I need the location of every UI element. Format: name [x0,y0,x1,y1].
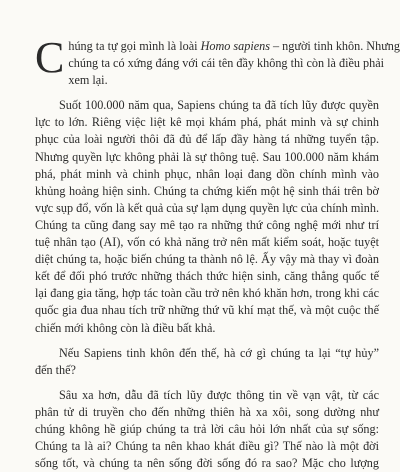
paragraph-2-line: Suốt 100.000 năm qua, Sapiens chúng ta đã tích lũy được quyền [59,98,379,113]
paragraph-2 [35,97,379,336]
paragraph-spacing [35,337,379,345]
paragraph-2-line: lại đang gia tăng, hợp tác toàn cầu trở nên khó khăn hơn, trong khi các [35,286,379,301]
paragraph-1-line-2: chúng ta có xứng đáng với cái tên đầy không thì còn là điều phải [68,56,384,71]
species-name: Homo sapiens [200,39,270,53]
paragraph-2-line: vực sụp đổ, vốn là kết quả của sự lạm dụng quyền lực của chính mình. [35,200,379,215]
paragraph-2-line: chiến mới không còn là điều bất khả. [35,320,216,335]
paragraph-2-line: khủng hoảng hiện sinh. Chúng ta chứng kiến một hệ sinh thái trên bờ [35,183,379,198]
paragraph-2-line: phục của loài người thôi đã đủ để lấp đầy hàng tá những tuyển tập. [35,132,379,147]
paragraph-spacing [35,89,379,97]
paragraph-2-line: quốc gia đua nhau tích trữ những thứ vũ khí mạt thế, và một cuộc thế [35,303,379,318]
line-1-text-end: – người tinh khôn. Nhưng [269,39,400,53]
paragraph-2-line: kết để đối phó trước những thách thức hiện sinh, căng thẳng quốc tế [35,269,379,284]
paragraph-4-line: sống tốt, và chúng ta nên sống đời sống đó ra sao? Mặc cho lượng [35,456,379,471]
drop-cap: C [35,33,65,82]
paragraph-2-line: lực to lớn. Riêng việc liệt kê mọi khám phá, phát minh và sự chinh [35,115,379,130]
paragraph-1-line-3: xem lại. [68,73,108,88]
paragraph-2-line: diệt chúng ta, hoặc biến chúng ta thành nô lệ. Ấy vậy mà thay vì đoàn [35,252,379,267]
paragraph-4 [35,387,379,472]
paragraph-3 [35,345,379,379]
paragraph-4-line: Sâu xa hơn, dẫu đã tích lũy được thông tin về vạn vật, từ các [59,387,379,402]
paragraph-4-line: Chúng ta là ai? Chúng ta nên khao khát điều gì? Thế nào là một đời [35,439,379,454]
paragraph-3-line: đến thế? [35,362,76,377]
paragraph-2-line: tuệ nhân tạo (AI), vốn có khả năng trở nên mất kiểm soát, hoặc tuyệt [35,235,379,250]
paragraph-2-line: phá, phát minh và chinh phục, nhân loại đang dồn chính mình vào [35,166,379,181]
paragraph-2-line: Nhưng quyền lực không phải là sự thông tuệ. Sau 100.000 năm khám [35,149,379,164]
paragraph-spacing [35,379,379,387]
paragraph-2-line: Chúng ta cũng đang say mê tạo ra những thứ công nghệ mới như trí [35,217,379,232]
paragraph-3-line: Nếu Sapiens tinh khôn đến thế, hà cớ gì chúng ta lại “tự hủy” [59,345,379,360]
paragraph-4-line: phân tử di truyền cho đến những thiên hà xa xôi, song dường như [35,404,379,419]
line-1-text: húng ta tự gọi mình là loài [68,39,201,53]
body-text [35,33,400,472]
paragraph-1-line-1 [35,38,400,55]
paragraph-1 [35,33,400,89]
paragraph-4-line: chúng không hề giúp chúng ta trả lời câu hỏi lớn nhất của sự sống: [35,421,379,436]
